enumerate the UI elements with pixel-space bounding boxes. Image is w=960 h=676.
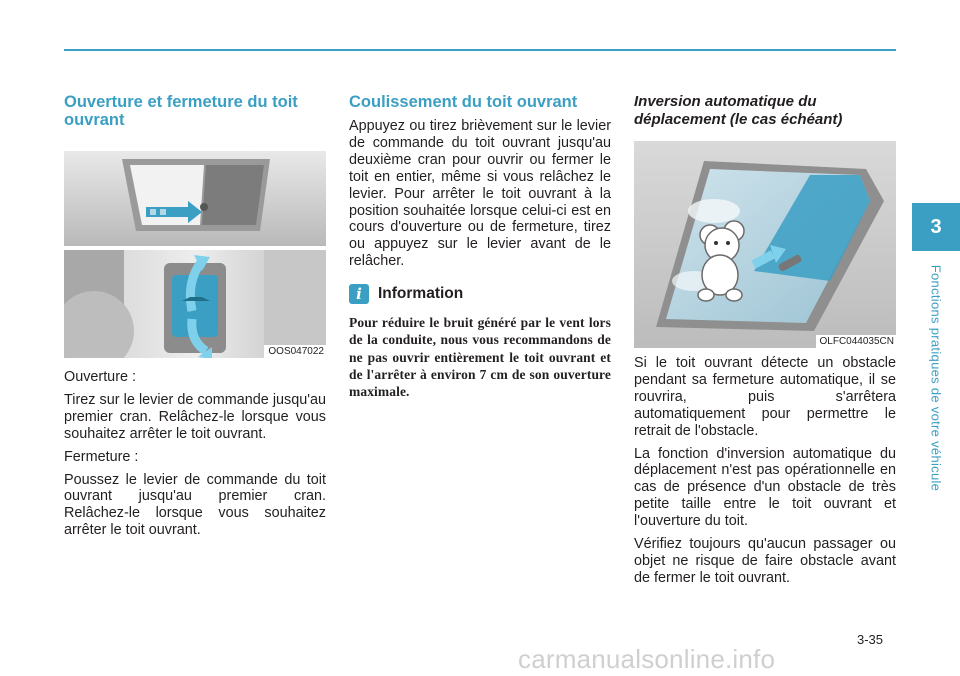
figure-sunroof-lever [64, 151, 326, 358]
column-left [64, 93, 326, 539]
page-number: 3-35 [857, 632, 884, 647]
information-text: Pour réduire le bruit généré par le vent lors de la conduite, nous vous recommandons de ne pas ouvrir entièrement le toit ouvrant et de l'arrêter à environ 7 cm de son ouverture maximale. [349, 315, 611, 399]
sunroof-lever-illustration [64, 151, 326, 358]
information-icon: i [349, 284, 369, 304]
paragraph-closing-text: Poussez le levier de commande du toit ouvrant jusqu'au premier cran. Relâchez-le lorsque vous souhaitez arrêter le toit ouvrant. [64, 471, 326, 539]
figure-code: OLFC044035CN [816, 335, 896, 348]
paragraph-small-obstacle: La fonction d'inversion automatique du déplacement n'est pas opérationnelle en cas de présence d'un obstacle de très petite taille entre le toit ouvrant et l'ouverture du toit. [634, 445, 896, 530]
chapter-title: Fonctions pratiques de votre véhicule [928, 264, 944, 492]
paragraph-sliding: Appuyez ou tirez brièvement sur le levier de commande du toit ouvrant jusqu'au deuxième cran pour ouvrir ou fermer le toit en entier, même si vous relâchez le levier. Pour arrêter le toit ouvrant à la position souhaitée lorsque celui-ci est en cours d'ouverture ou de fermeture, tirez ou appuyez sur le levier avant de le relâcher. [349, 118, 611, 270]
paragraph-obstacle-detection: Si le toit ouvrant détecte un obstacle pendant sa fermeture automatique, il se rouvrira, puis s'arrêtera automatiquement pour permettre le retrait de l'obstacle. [634, 355, 896, 439]
column-middle [349, 93, 611, 400]
watermark: carmanualsonline.info [518, 644, 776, 674]
paragraph-check-passengers: Vérifiez toujours qu'aucun passager ou objet ne risque de faire obstacle avant de fermer le toit ouvrant. [634, 536, 896, 586]
section-heading-open-close: Ouverture et fermeture du toit ouvrant [64, 93, 298, 129]
section-heading-sliding: Coulissement du toit ouvrant [349, 93, 578, 111]
information-title: Information [378, 285, 464, 303]
figure-code: OOS047022 [264, 345, 326, 358]
section-heading-auto-reverse: Inversion automatique du déplacement (le cas échéant) [634, 93, 843, 128]
paragraph-closing-label: Fermeture : [64, 448, 139, 465]
paragraph-opening-text: Tirez sur le levier de commande jusqu'au premier cran. Relâchez-le lorsque vous souhaitez arrêter le toit ouvrant. [64, 391, 326, 442]
chapter-tab: 3 [912, 203, 960, 251]
figure-auto-reverse [634, 141, 896, 348]
auto-reverse-illustration [634, 141, 896, 348]
paragraph-opening-label: Ouverture : [64, 369, 136, 385]
information-header [349, 284, 611, 304]
header-rule [64, 49, 896, 51]
column-right [634, 93, 896, 587]
